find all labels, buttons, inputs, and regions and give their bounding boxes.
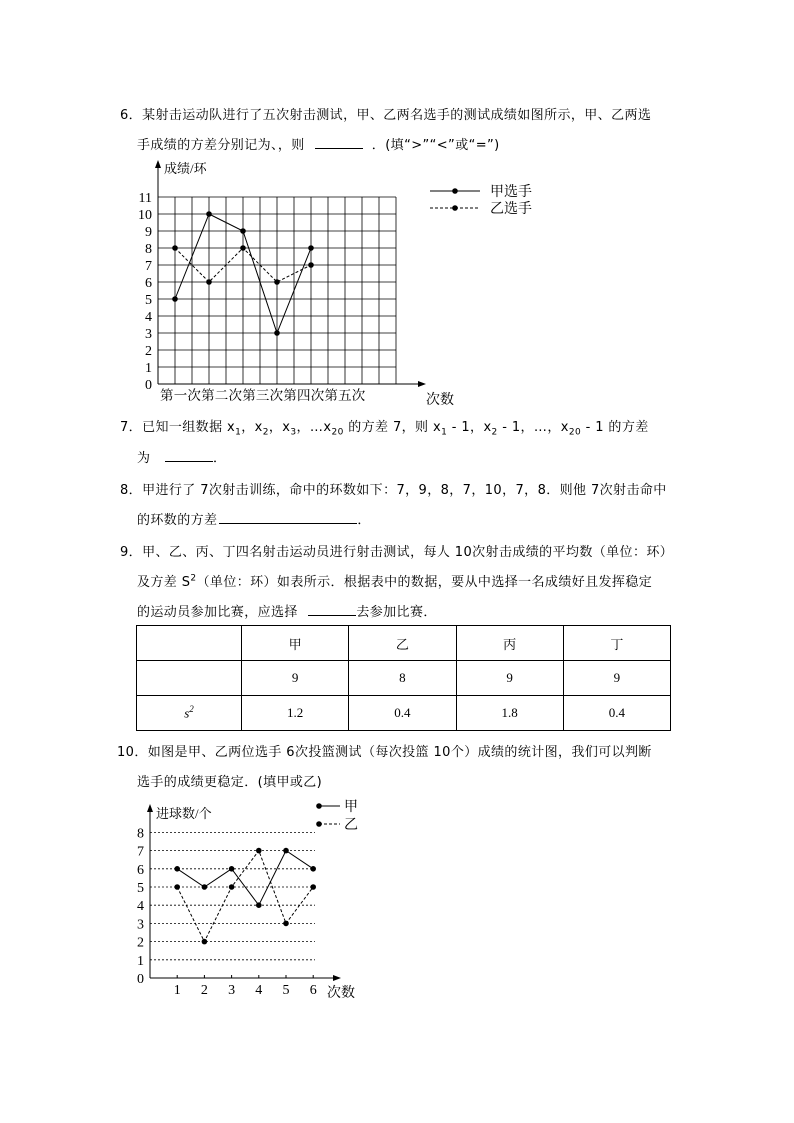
q9-text-part: 及方差 S — [137, 575, 191, 590]
y-tick-label: 5 — [145, 293, 152, 308]
q9-text-after-blank: 去参加比赛． — [356, 605, 437, 620]
data-point — [274, 279, 280, 285]
x-tick-label: 6 — [309, 983, 317, 998]
q6-text-line1: 6．某射击运动队进行了五次射击测试，甲、乙两名选手的测试成绩如图所示，甲、乙两选 — [120, 108, 652, 123]
q7-text-part: ，x — [241, 420, 263, 435]
y-tick-label: 2 — [137, 935, 144, 951]
data-point — [310, 884, 316, 890]
q6-answer-blank[interactable] — [315, 134, 363, 149]
q7-subscript: 2 — [491, 427, 498, 438]
y-tick-label: 0 — [145, 378, 152, 393]
q7-text-part: - 1 的方差 — [581, 420, 649, 435]
q7-subscript: 20 — [568, 427, 582, 438]
q7-subscript: 1 — [235, 427, 242, 438]
data-point — [308, 245, 314, 251]
q7-answer-blank[interactable] — [165, 447, 213, 462]
table-cell: 9 — [242, 661, 349, 696]
legend-label: 乙 — [344, 818, 358, 833]
q9-text-part: （单位：环）如表所示．根据表中的数据，要从中选择一名成绩好且发挥稳定 — [196, 575, 653, 590]
q6-text-before-blank: 手成绩的方差分别记为、，则 — [137, 138, 305, 153]
x-tick-label: 2 — [200, 983, 208, 998]
table-row — [137, 696, 671, 731]
q7-text-line1 — [120, 416, 649, 438]
x-axis-label: 次数 — [327, 986, 355, 1001]
q9-text-before-blank: 的运动员参加比赛，应选择 — [137, 605, 298, 620]
table-header-cell: 丁 — [563, 626, 670, 661]
table-row-label — [137, 696, 242, 731]
q9-text-line1: 9．甲、乙、丙、丁四名射击运动员进行射击测试，每人 10次射击成绩的平均数（单位：环） — [120, 545, 674, 560]
q9-text-line2 — [137, 571, 652, 590]
table-row-label — [137, 661, 242, 696]
data-point — [202, 939, 208, 945]
data-point — [308, 262, 314, 268]
q6-text-line2 — [137, 134, 500, 153]
data-point — [174, 866, 180, 872]
table-header-cell: 丙 — [456, 626, 563, 661]
x-tick-label: 1 — [173, 983, 181, 998]
data-point — [206, 279, 212, 285]
q9-stats-table — [136, 625, 671, 731]
q10-text-line1: 10．如图是甲、乙两位选手 6次投篮测试（每次投篮 10个）成绩的统计图，我们可以判断 — [117, 745, 652, 760]
data-point — [202, 884, 208, 890]
legend-marker — [316, 803, 322, 809]
data-point — [240, 245, 246, 251]
table-cell: 9 — [456, 661, 563, 696]
y-tick-label: 1 — [137, 953, 144, 969]
data-point — [256, 902, 262, 908]
data-point — [174, 884, 180, 890]
x-axis-label: 次数 — [426, 393, 454, 406]
table-header-cell: 乙 — [349, 626, 456, 661]
q8-text-line2 — [137, 509, 371, 528]
table-cell: 1.8 — [456, 696, 563, 731]
q7-subscript: 1 — [441, 427, 448, 438]
q8-answer-blank[interactable] — [219, 509, 357, 524]
q8-text-before-blank: 的环数的方差 — [137, 513, 218, 528]
q7-text-part: - 1，…，x — [497, 420, 569, 435]
x-category-labels: 第一次第二次第三次第四次第五次 — [160, 388, 366, 403]
q7-text-part: ，…x — [296, 420, 332, 435]
q9-answer-blank[interactable] — [308, 601, 356, 616]
q9-superscript: 2 — [190, 573, 197, 584]
x-tick-label: 3 — [228, 983, 236, 998]
table-cell: 0.4 — [563, 696, 670, 731]
y-tick-label: 8 — [137, 826, 144, 842]
legend-marker — [452, 205, 458, 211]
x-tick-label: 5 — [282, 983, 290, 998]
y-tick-label: 10 — [138, 208, 152, 223]
q7-subscript: 2 — [262, 427, 269, 438]
variance-symbol: s — [184, 705, 190, 721]
q7-text-part: ，x — [268, 420, 291, 435]
data-point — [229, 884, 235, 890]
q7-subscript: 3 — [290, 427, 297, 438]
legend-label: 甲 — [344, 800, 358, 815]
y-tick-label: 3 — [145, 327, 152, 342]
q7-text-line2 — [137, 447, 226, 466]
data-point — [240, 228, 246, 234]
y-tick-label: 7 — [145, 259, 152, 274]
data-point — [172, 296, 178, 302]
x-tick-label: 4 — [255, 983, 263, 998]
q8-text-line1: 8．甲进行了 7次射击训练，命中的环数如下：7，9，8，7，10，7，8．则他 7次射击命中 — [120, 483, 667, 498]
q10-basket-chart — [125, 796, 375, 1006]
q6-score-chart — [130, 156, 570, 406]
y-axis-arrow — [155, 160, 161, 168]
y-tick-label: 11 — [138, 191, 152, 206]
y-tick-label: 3 — [137, 917, 144, 933]
y-axis-arrow — [147, 804, 153, 812]
legend-marker — [316, 821, 322, 827]
series-line — [177, 851, 313, 942]
q10-text-line2: 选手的成绩更稳定．(填甲或乙) — [137, 775, 323, 790]
q7-period: ． — [212, 451, 227, 466]
legend-marker — [452, 188, 458, 194]
table-cell: 1.2 — [242, 696, 349, 731]
table-cell: 8 — [349, 661, 456, 696]
y-tick-label: 6 — [137, 862, 144, 878]
legend-label: 乙选手 — [490, 202, 532, 217]
data-point — [229, 866, 235, 872]
data-point — [172, 245, 178, 251]
series-line — [177, 851, 313, 906]
data-point — [206, 211, 212, 217]
q7-text-before-blank: 为 — [137, 451, 151, 466]
table-cell: 0.4 — [349, 696, 456, 731]
variance-superscript: 2 — [189, 704, 194, 715]
q8-text-after-blank: ． — [357, 513, 371, 528]
q7-text-part: - 1，x — [447, 420, 492, 435]
table-row — [137, 661, 671, 696]
q6-text-after-blank: ．(填“>”“<”或“=”) — [371, 138, 500, 153]
data-point — [283, 848, 289, 854]
x-axis-arrow — [333, 975, 341, 981]
y-tick-label: 4 — [137, 899, 144, 915]
table-cell: 9 — [563, 661, 670, 696]
y-axis-label: 进球数/个 — [156, 806, 212, 821]
y-tick-label: 2 — [145, 344, 152, 359]
data-point — [283, 921, 289, 927]
y-tick-label: 5 — [137, 881, 144, 896]
x-axis-arrow — [418, 381, 426, 387]
q7-text-part: 7．已知一组数据 x — [120, 420, 236, 435]
y-tick-label: 8 — [145, 242, 152, 257]
data-point — [310, 866, 316, 872]
table-header-cell — [137, 626, 242, 661]
q7-text-part: 的方差 7，则 x — [343, 420, 442, 435]
table-header-cell: 甲 — [242, 626, 349, 661]
legend-label: 甲选手 — [490, 185, 532, 200]
y-tick-label: 6 — [145, 276, 152, 291]
y-tick-label: 7 — [137, 844, 144, 860]
table-header-row — [137, 626, 671, 661]
y-axis-label: 成绩/环 — [164, 161, 207, 176]
y-tick-label: 0 — [137, 972, 144, 987]
y-tick-label: 9 — [145, 225, 152, 240]
data-point — [274, 330, 280, 336]
q7-subscript: 20 — [331, 427, 344, 438]
q9-text-line3 — [137, 601, 437, 620]
data-point — [256, 848, 262, 854]
y-tick-label: 4 — [145, 310, 152, 325]
y-tick-label: 1 — [145, 361, 152, 376]
